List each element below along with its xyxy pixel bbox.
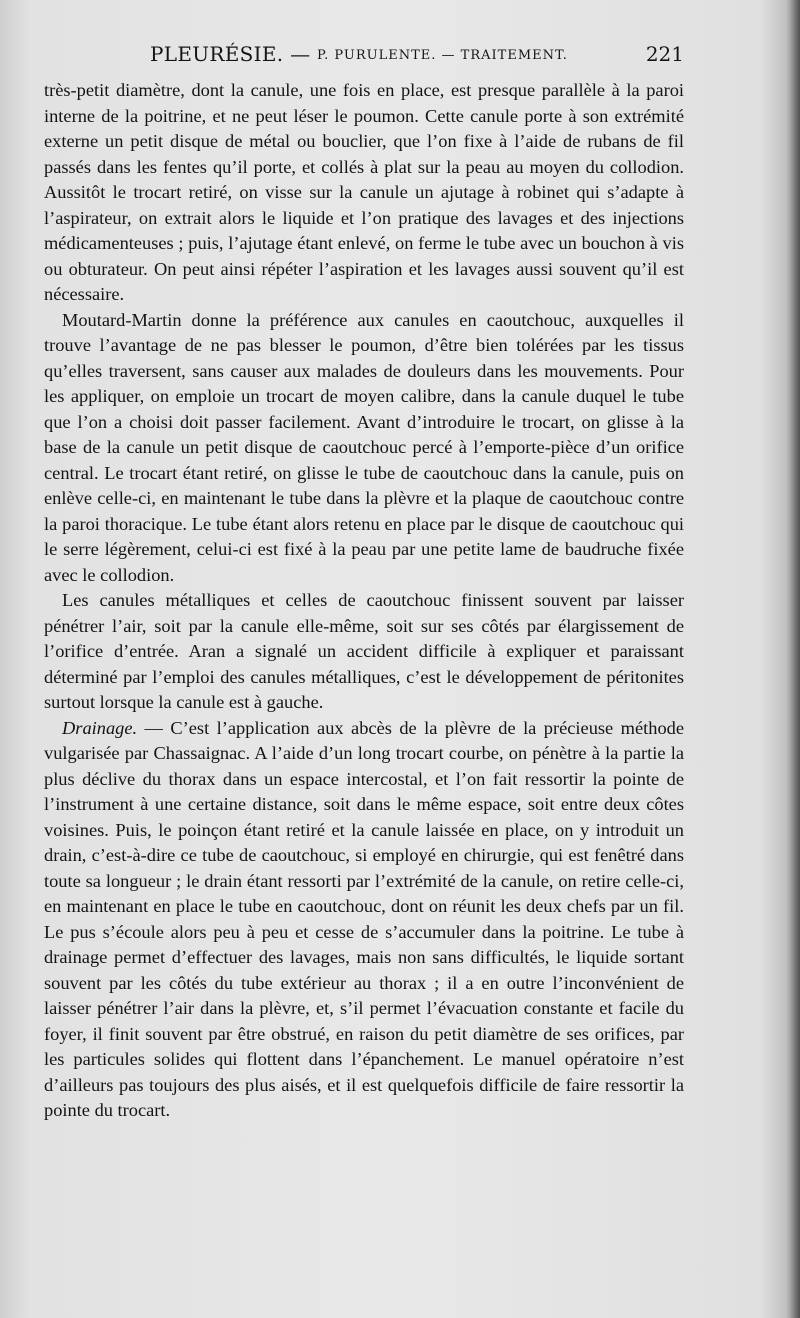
body-text <box>44 78 684 1124</box>
paragraph-lead: Drainage. <box>62 717 138 738</box>
paragraph-text: Les canules métalliques et celles de caoutchouc finissent souvent par laisser pénétrer l’air, soit par la canule elle-même, soit sur ses côtés par élargissement de l’orifice d’entrée. Aran a signalé un accident difficile à expliquer et paraissant déterminé par l’emploi des canules métalliques, c’est le développement de péritonites surtout lorsque la canule est à gauche. <box>44 590 684 712</box>
paragraph <box>44 78 684 308</box>
page-header <box>44 42 684 72</box>
running-head-subtitle: P. PURULENTE. — TRAITEMENT. <box>317 48 568 63</box>
running-head-main: PLEURÉSIE. — <box>150 42 318 66</box>
paragraph-text: très-petit diamètre, dont la canule, une fois en place, est presque parallèle à la paroi interne de la poitrine, et ne peut léser le poumon. Cette canule porte à son extrémité externe un petit disque de métal ou bouclier, que l’on fixe à l’aide de rubans de fil passés dans les fentes qu’il porte, et collés à plat sur la peau au moyen du collodion. Aussitôt le trocart retiré, on visse sur la canule un ajutage à robinet qui s’adapte à l’aspirateur, on extrait alors le liquide et l’on pratique des lavages et des injections médicamenteuses ; puis, l’ajutage étant enlevé, on ferme le tube avec un bouchon à vis ou obturateur. On peut ainsi répéter l’aspiration et les lavages aussi souvent qu’il est nécessaire. <box>44 80 684 304</box>
paragraph <box>44 716 684 1124</box>
page-spine-shadow <box>786 0 800 1318</box>
running-head <box>150 42 568 66</box>
paragraph <box>44 588 684 716</box>
page-number: 221 <box>645 42 684 66</box>
paragraph <box>44 308 684 589</box>
paragraph-text: Moutard-Martin donne la préférence aux canules en caoutchouc, auxquelles il trouve l’avantage de ne pas blesser le poumon, d’être bien tolérées par les tissus qu’elles traversent, sans causer aux malades de douleurs dans les mouvements. Pour les appliquer, on emploie un trocart de moyen calibre, dans la canule duquel le tube que l’on a choisi doit passer facilement. Avant d’introduire le trocart, on glisse à la base de la canule un petit disque de caoutchouc percé à l’emporte-pièce d’un orifice central. Le trocart étant retiré, on glisse le tube de caoutchouc dans la canule, puis on enlève celle-ci, en maintenant le tube dans la plèvre et la plaque de caoutchouc contre la paroi thoracique. Le tube étant alors retenu en place par le disque de caoutchouc qui le serre légèrement, celui-ci est fixé à la peau par une petite lame de baudruche fixée avec le collodion. <box>44 309 684 585</box>
paragraph-text: — C’est l’application aux abcès de la plèvre de la précieuse méthode vulgarisée par Chassaignac. A l’aide d’un long trocart courbe, on pénètre à la partie la plus déclive du thorax dans un espace intercostal, et l’on fait ressortir la pointe de l’instrument à une certaine distance, soit dans le même espace, soit entre deux côtes voisines. Puis, le poinçon étant retiré et la canule laissée en place, on y introduit un drain, c’est-à-dire ce tube de caoutchouc, si employé en chirurgie, qui est fenêtré dans toute sa longueur ; le drain étant ressorti par l’extrémité de la canule, on retire celle-ci, en maintenant en place le tube en caoutchouc, dont on réunit les deux chefs par un fil. Le pus s’écoule alors peu à peu et cesse de s’accumuler dans la poitrine. Le tube à drainage permet d’effectuer des lavages, mais non sans difficultés, le liquide sortant souvent par les côtés du tube extérieur au thorax ; il a en outre l’inconvénient de laisser pénétrer l’air dans la plèvre, et, s’il permet l’évacuation constante et facile du foyer, il finit souvent par être obstrué, en raison du petit diamètre de ses orifices, par les particules solides qui flottent dans l’épanchement. Le manuel opératoire n’est d’ailleurs pas toujours des plus aisés, et il est quelquefois difficile de faire ressortir la pointe du trocart. <box>44 717 684 1120</box>
